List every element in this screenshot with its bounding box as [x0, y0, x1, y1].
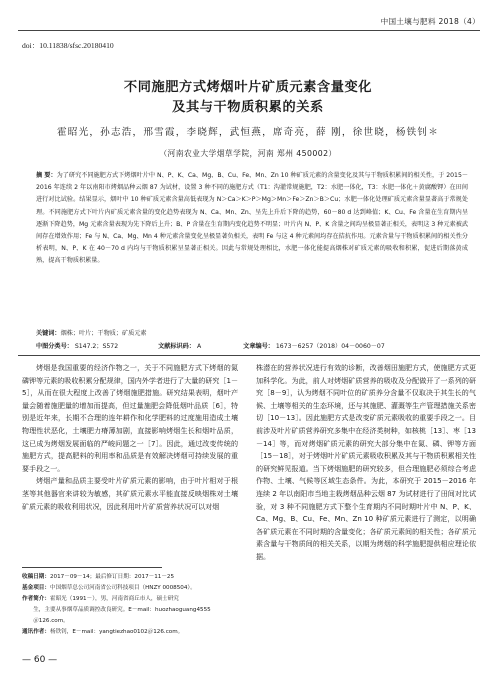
section-divider [18, 355, 480, 356]
corresponding-author-text: 杨铁钊，E－mail：yangtiezhao0102＠126.com。 [49, 629, 184, 635]
paper-title-line-1: 不同施肥方式烤烟叶片矿质元素含量变化 [123, 80, 373, 95]
classification-line [36, 341, 468, 350]
body-paragraph: 烤烟产量和品质主要受叶片矿质元素的影响，由于叶片相对于根茎等其他器官来讲较为敏感，其矿质元素水平能直接反映烟株对土壤矿质元素的吸收利用状况，因此利用叶片矿质营养状况可以对烟 [22, 476, 238, 511]
author-bio-label: 作者简介： [22, 596, 50, 602]
received-label: 收稿日期： [22, 574, 50, 580]
corresponding-author-label: 通讯作者： [22, 629, 50, 635]
fund-text: 中国烟草总公司河南省公司科技项目（HNZY 0008504）。 [49, 585, 196, 591]
author-bio-line: 生，主要从事烟草品质调控改良研究。E－mail：huozhaoguang4555 [33, 607, 211, 613]
doi: doi：10.11838/sfsc.20180410 [22, 41, 114, 50]
author-bio-line: 霍昭光（1991－），男，河南省商丘市人，硕士研究 [49, 596, 179, 602]
page-number: — 60 — [22, 655, 58, 665]
abstract-text: 为了研究不同施肥方式下烤烟叶片中 N、P、K、Ca、Mg、B、Cu、Fe、Mn、Zn 10 种矿质元素的含量变化及其与干物质积累间的相关性，于 2015－2016 年连续 2 年以南阳市烤烟品种云烟 87 为试材，设置 3 种不同的施肥方式（T1：沟灌常规施肥，T2：水肥一体化，T3：水肥一体化＋黄腐酸钾）在田间进行对比试验。结果显示，烟叶中 10 种矿质元素含量高低表现为 N＞Ca＞K＞P＞Mg＞Mn＞Fe＞Zn＞B＞Cu；水肥一体化处理矿质元素含量显著高于常规处理。不同施肥方式下叶片内矿质元素含量的变化趋势表现为 N、Ca、Mn、Zn、呈先上升后下降的趋势，60－80 d 达到峰值；K、Cu、Fe 含量在生育期内呈逐渐下降趋势，Mg 元素含量表现为先下降后上升；B、P 含量在生育期内变化趋势不明显；叶片内 N、P、K 含量之间均呈极显著正相关，表明这 3 种元素被武间存在增效作用；Fe 与 N、Ca、Mg、Mn 4 种元素含量变化呈极显著负相关，表明 Fe 与这 4 种元素间均存在拮抗作用。元素含量与干物质积累间的相关性分析表明，N、P、K 在 40－70 d 内均与干物质积累呈显著正相关。因此与常规处理相比，水肥一体化能提高烟株对矿质元素的吸收和积累，促进后期落黄成熟，提高干物质积累量。 [36, 172, 468, 265]
body-paragraph: 烤烟是我国重要的经济作物之一，关于不同施肥方式下烤烟的氮磷钾等元素的吸收积累分配规律，国内外学者进行了大量的研究［1－5］，从而在很大程度上改善了烤烟施肥措施。研究结果表明，烟叶产量会随着施肥量的增加而提高，但过量施肥会降低烟叶品质［6］，特别是近年来，长期不合理的连年耕作和化学肥料的过度施用造成土壤物理性状恶化，土壤肥力瘠薄加剧，直接影响烤烟生长和烟叶品质，这已成为烤烟发展面临的严峻问题之一［7］。因此，通过改变传统的施肥方式，提高肥料的利用率和品质是有效解决烤烟可持续发展的重要手段之一。 [22, 363, 238, 473]
header-divider [18, 30, 480, 31]
received-date: 2017－09－14；最后修订日期：2017－11－25 [49, 574, 175, 580]
clc-value: S147.2；S572 [74, 343, 119, 350]
journal-header: 中国土壤与肥料 2018（4） [380, 17, 480, 26]
affiliation: （河南农业大学烟草学院，河南 郑州 450002） [159, 149, 337, 158]
authors: 霍昭光，孙志浩，邢雪霞，李晓辉，武恒燕，席奇亮，薛 刚，徐世晓，杨铁钊＊ [56, 127, 440, 138]
body-paragraph: 株潜在的营养状况进行有效的诊断，改善烟田施肥方式，使施肥方式更加科学化。为此，前人对烤烟矿质营养的吸收及分配做开了一系列的研究［8－9］，认为烤烟不同叶位的矿质养分含量不仅取决于其生长的气候、土壤等相关的生态环境，还与其施肥、灌溉等生产管理措施关系密切［10－13］。因此施肥方式是改变矿质元素吸收的重要手段之一。目前涉及叶片矿质营养研究多集中在经济类树种，如核桃［13］、枣［13－14］等，而对烤烟矿质元素的研究大部分集中在氮、磷、钾等方面［15－18］，对于烤烟叶片矿质元素吸收积累及其与干物质积累相关性的研究鲜见报道。当下烤烟施肥的研究较多，但合理施肥必须综合考虑作物、土壤、气候等区域生态条件。为此，本研究于 2015－2016 年连续 2 年以南阳市当地主栽烤烟品种云烟 87 为试材进行了田间对比试验，对 3 种不同施肥方式下整个生育期内不同时期叶片中 N、P、K、Ca、Mg、B、Cu、Fe、Mn、Zn 10 种矿质元素进行了测定，以明确各矿质元素在不同时期的含量变化；各矿质元素间的相关性；各矿质元素含量与干物质间的相关关系，以期为烤烟的科学施肥提供相应理论依据。 [256, 363, 476, 561]
fund-label: 基金项目： [22, 585, 50, 591]
doc-code-value: A [196, 343, 202, 350]
abstract-label: 摘 要： [36, 172, 57, 179]
clc-label: 中图分类号： [36, 343, 73, 350]
body-right-column [256, 362, 476, 564]
doc-code-label: 文献标识码： [158, 343, 195, 350]
body-left-column [22, 362, 238, 513]
keywords-text: 烟株；叶片；干物质；矿质元素 [60, 330, 147, 337]
keywords [36, 328, 468, 337]
abstract [36, 170, 468, 268]
footnote-divider [22, 567, 162, 568]
footnotes [22, 572, 240, 638]
keywords-label: 关键词： [36, 330, 61, 337]
article-id-value: 1673－6257（2018）04－0060－07 [275, 343, 385, 350]
paper-title-line-2: 及其与干物质积累的关系 [172, 100, 324, 115]
article-id-label: 文章编号： [243, 343, 274, 350]
author-bio-line: ＠126.com。 [33, 618, 69, 624]
